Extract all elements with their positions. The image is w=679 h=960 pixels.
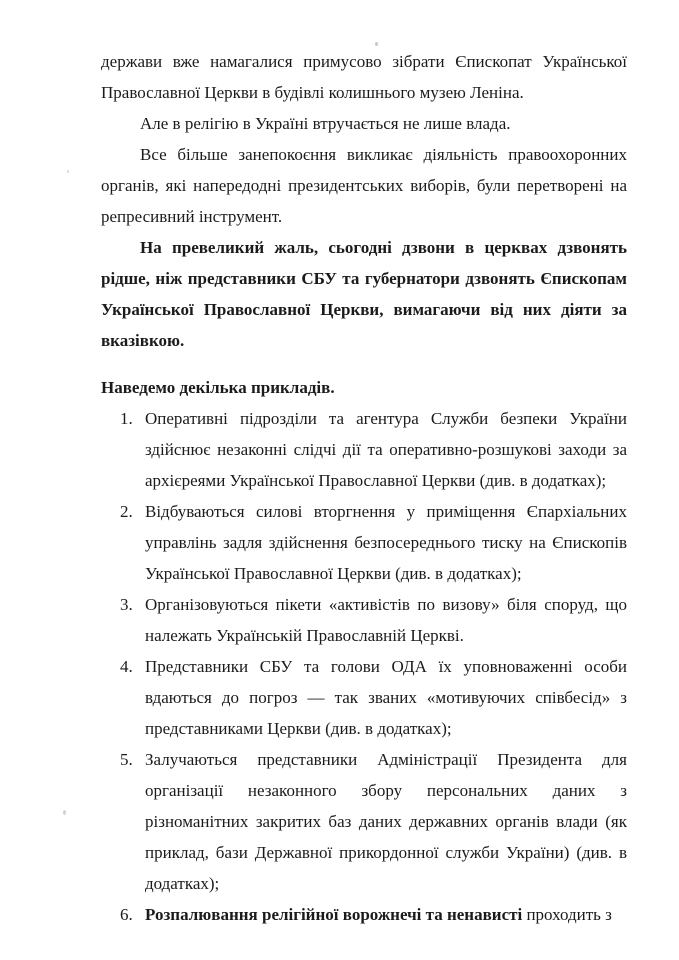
- list-heading: Наведемо декілька прикладів.: [101, 378, 335, 397]
- list-item: [101, 651, 627, 744]
- list-item-number: 6.: [120, 905, 133, 924]
- list-item: [101, 899, 627, 930]
- list-item-text: Залучаються представники Адміністрації Президента для організації незаконного збору персональних даних з різноманітних закритих баз даних державних органів влади (як приклад, бази Державної прикордонної служби України) (див. в додатках);: [145, 750, 627, 893]
- list-item: [101, 403, 627, 496]
- list-item-text: Представники СБУ та голови ОДА їх уповноваженні особи вдаються до погроз — так званих «мотивуючих співбесід» з представниками Церкви (див. в додатках);: [145, 657, 627, 738]
- list-item-number: 2.: [120, 502, 133, 521]
- list-item-number: 1.: [120, 409, 133, 428]
- bold-paragraph: На превеликий жаль, сьогодні дзвони в церквах дзвонять рідше, ніж представники СБУ та губернатори дзвонять Єпископам Української Православної Церкви, вимагаючи від них діяти за вказівкою.: [101, 238, 627, 350]
- list-item-bold-text: Розпалювання релігійної ворожнечі та ненависті: [145, 905, 523, 924]
- scan-speck: [67, 170, 69, 173]
- numbered-list: [101, 403, 627, 930]
- paragraph: Але в релігію в Україні втручається не лише влада.: [140, 114, 511, 133]
- list-item: [101, 496, 627, 589]
- list-item-number: 5.: [120, 750, 133, 769]
- list-item-text: Відбуваються силові вторгнення у приміщення Єпархіальних управлінь задля здійснення безпосереднього тиску на Єпископів Української Православної Церкви (див. в додатках);: [145, 502, 627, 583]
- list-item-number: 4.: [120, 657, 133, 676]
- list-item: [101, 589, 627, 651]
- list-item-text: Оперативні підрозділи та агентура Служби безпеки України здійснює незаконні слідчі дії та оперативно-розшукові заходи за архієреями Української Православної Церкви (див. в додатках);: [145, 409, 627, 490]
- list-item-number: 3.: [120, 595, 133, 614]
- list-item: [101, 744, 627, 899]
- list-item-text: проходить з: [526, 905, 612, 924]
- list-item-text: Організовуються пікети «активістів по визову» біля споруд, що належать Українській Православній Церкві.: [145, 595, 627, 645]
- paragraph-continuation: держави вже намагалися примусово зібрати Єпископат Української Православної Церкви в будівлі колишнього музею Леніна.: [101, 52, 627, 102]
- document-content: [101, 46, 627, 930]
- scan-speck: [63, 810, 66, 815]
- paragraph: Все більше занепокоєння викликає діяльність правоохоронних органів, які напередодні президентських виборів, були перетворені на репресивний інструмент.: [101, 145, 627, 226]
